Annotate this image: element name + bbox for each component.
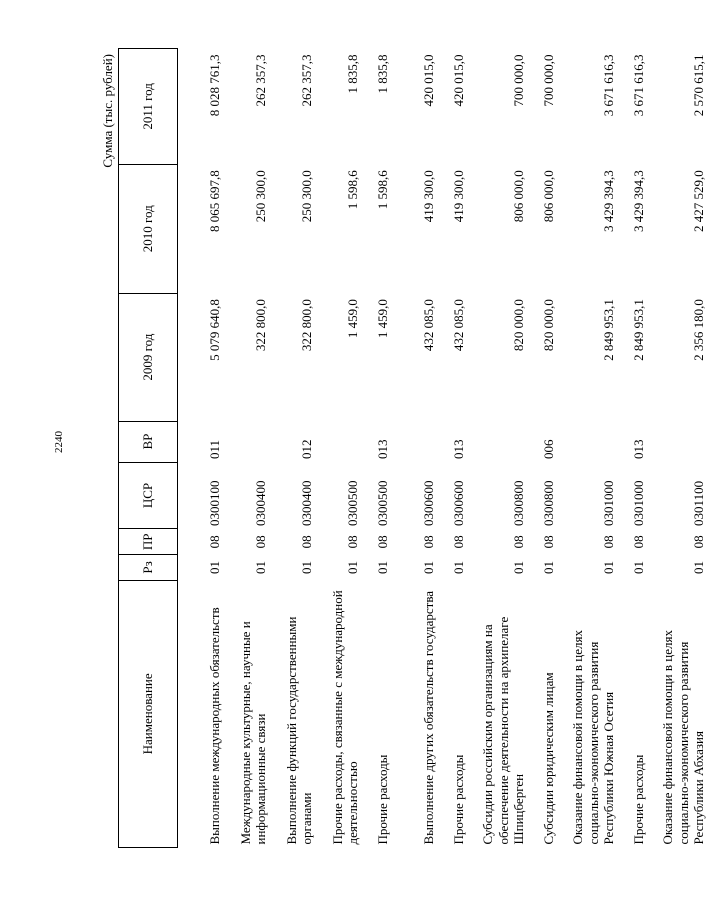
row-pr: 08 [691, 535, 707, 549]
row-rz: 01 [541, 560, 557, 574]
row-name: Субсидии юридическим лицам [541, 672, 557, 845]
row-rz: 01 [511, 560, 527, 574]
header-2011: 2011 год [119, 49, 178, 165]
table-row [224, 49, 270, 848]
row-pr: 08 [299, 535, 315, 549]
row-name: Прочие расходы, связанные с международной деятельностью [329, 590, 361, 845]
row-name: Субсидии российским организациям на обеспечение деятельности на архипелаге Шпицберген [480, 616, 527, 845]
table-row [618, 49, 648, 848]
row-2011: 3 671 616,3 [601, 54, 617, 117]
row-pr: 08 [253, 535, 269, 549]
row-csr: 0300600 [451, 480, 467, 526]
row-name: Оказание финансовой помощи в целях социально-экономического развития Республики Абхазия [660, 630, 707, 845]
row-vr [558, 421, 618, 462]
table-row [392, 49, 438, 848]
row-2009: 2 849 953,1 [631, 299, 647, 361]
row-2011: 3 671 616,3 [631, 54, 647, 117]
row-csr: 0300600 [421, 480, 437, 526]
row-vr: 012 [299, 439, 315, 460]
row-csr: 0300500 [345, 480, 361, 526]
row-2010: 250 300,0 [299, 170, 315, 223]
row-vr: 006 [541, 439, 557, 460]
row-2010: 806 000,0 [541, 170, 557, 223]
row-rz: 01 [345, 560, 361, 574]
table-row [178, 49, 225, 848]
row-name: Прочие расходы [451, 754, 467, 845]
row-csr: 0301000 [601, 480, 617, 526]
row-2009: 5 079 640,8 [207, 299, 223, 361]
row-name: Прочие расходы [631, 754, 647, 845]
row-2011: 700 000,0 [541, 54, 557, 107]
row-name: Международные культурные, научные и информационные связи [237, 621, 269, 845]
row-vr [648, 421, 708, 462]
row-vr: 013 [375, 439, 391, 460]
row-2010: 419 300,0 [451, 170, 467, 223]
row-vr: 011 [207, 439, 223, 460]
row-pr: 08 [207, 535, 223, 549]
row-name: Оказание финансовой помощи в целях социально-экономического развития Республики Южная Осетия [570, 630, 617, 845]
row-vr [392, 421, 438, 462]
row-vr [468, 421, 528, 462]
row-2010: 1 598,6 [375, 170, 391, 210]
row-rz: 01 [451, 560, 467, 574]
row-pr: 08 [451, 535, 467, 549]
row-pr: 08 [375, 535, 391, 549]
rotated-page [100, 48, 707, 848]
row-rz: 01 [691, 560, 707, 574]
row-2011: 1 835,8 [375, 54, 391, 94]
row-2010: 1 598,6 [345, 170, 361, 210]
page-number: 2240 [53, 431, 65, 453]
row-vr: 013 [631, 439, 647, 460]
row-csr: 0300400 [253, 480, 269, 526]
row-2011: 8 028 761,3 [207, 54, 223, 117]
row-pr: 08 [601, 535, 617, 549]
row-2009: 820 000,0 [541, 299, 557, 352]
row-2009: 432 085,0 [451, 299, 467, 352]
row-csr: 0301000 [631, 480, 647, 526]
row-csr: 0300800 [541, 480, 557, 526]
row-csr: 0300100 [207, 480, 223, 526]
row-csr: 0300500 [375, 480, 391, 526]
row-2010: 806 000,0 [511, 170, 527, 223]
row-2011: 700 000,0 [511, 54, 527, 107]
row-2009: 2 849 953,1 [601, 299, 617, 361]
table-row [558, 49, 618, 848]
header-vr: ВР [119, 421, 178, 462]
row-name: Выполнение международных обязательств [207, 607, 223, 845]
table-row [468, 49, 528, 848]
row-pr: 08 [631, 535, 647, 549]
row-csr: 0300400 [299, 480, 315, 526]
header-2010: 2010 год [119, 164, 178, 293]
row-pr: 08 [421, 535, 437, 549]
row-pr: 08 [345, 535, 361, 549]
row-vr: 013 [451, 439, 467, 460]
row-2010: 3 429 394,3 [601, 170, 617, 233]
row-rz: 01 [299, 560, 315, 574]
header-rz: Рз [119, 555, 178, 581]
row-rz: 01 [253, 560, 269, 574]
row-2010: 3 429 394,3 [631, 170, 647, 233]
table-row [648, 49, 708, 848]
row-rz: 01 [631, 560, 647, 574]
header-2009: 2009 год [119, 293, 178, 421]
row-2009: 322 800,0 [253, 299, 269, 352]
table-row [316, 49, 362, 848]
unit-label: Сумма (тыс. рублей) [100, 54, 115, 168]
row-pr: 08 [541, 535, 557, 549]
row-name: Выполнение других обязательств государства [421, 590, 437, 845]
row-vr [316, 421, 362, 462]
row-2010: 2 427 529,0 [691, 170, 707, 233]
table-row [362, 49, 392, 848]
row-2009: 322 800,0 [299, 299, 315, 352]
table-row [438, 49, 468, 848]
row-2009: 1 459,0 [345, 299, 361, 339]
row-2011: 262 357,3 [253, 54, 269, 107]
row-2010: 8 065 697,8 [207, 170, 223, 233]
row-pr: 08 [511, 535, 527, 549]
row-2009: 1 459,0 [375, 299, 391, 339]
row-rz: 01 [375, 560, 391, 574]
row-2011: 1 835,8 [345, 54, 361, 94]
row-csr: 0300800 [511, 480, 527, 526]
row-2010: 419 300,0 [421, 170, 437, 223]
row-rz: 01 [421, 560, 437, 574]
header-name: Наименование [119, 580, 178, 847]
table-row [270, 49, 316, 848]
row-2010: 250 300,0 [253, 170, 269, 223]
row-name: Прочие расходы [375, 754, 391, 845]
row-rz: 01 [207, 560, 223, 574]
header-csr: ЦСР [119, 462, 178, 529]
header-pr: ПР [119, 529, 178, 555]
row-2011: 420 015,0 [421, 54, 437, 107]
budget-table [118, 48, 708, 848]
row-2009: 820 000,0 [511, 299, 527, 352]
row-2011: 2 570 615,1 [691, 54, 707, 117]
table-row [528, 49, 558, 848]
row-csr: 0301100 [691, 480, 707, 526]
row-vr [224, 421, 270, 462]
row-2011: 420 015,0 [451, 54, 467, 107]
row-2011: 262 357,3 [299, 54, 315, 107]
table-header-row [119, 49, 178, 848]
row-2009: 2 356 180,0 [691, 299, 707, 361]
row-2009: 432 085,0 [421, 299, 437, 352]
row-name: Выполнение функций государственными органами [283, 616, 315, 845]
row-rz: 01 [601, 560, 617, 574]
